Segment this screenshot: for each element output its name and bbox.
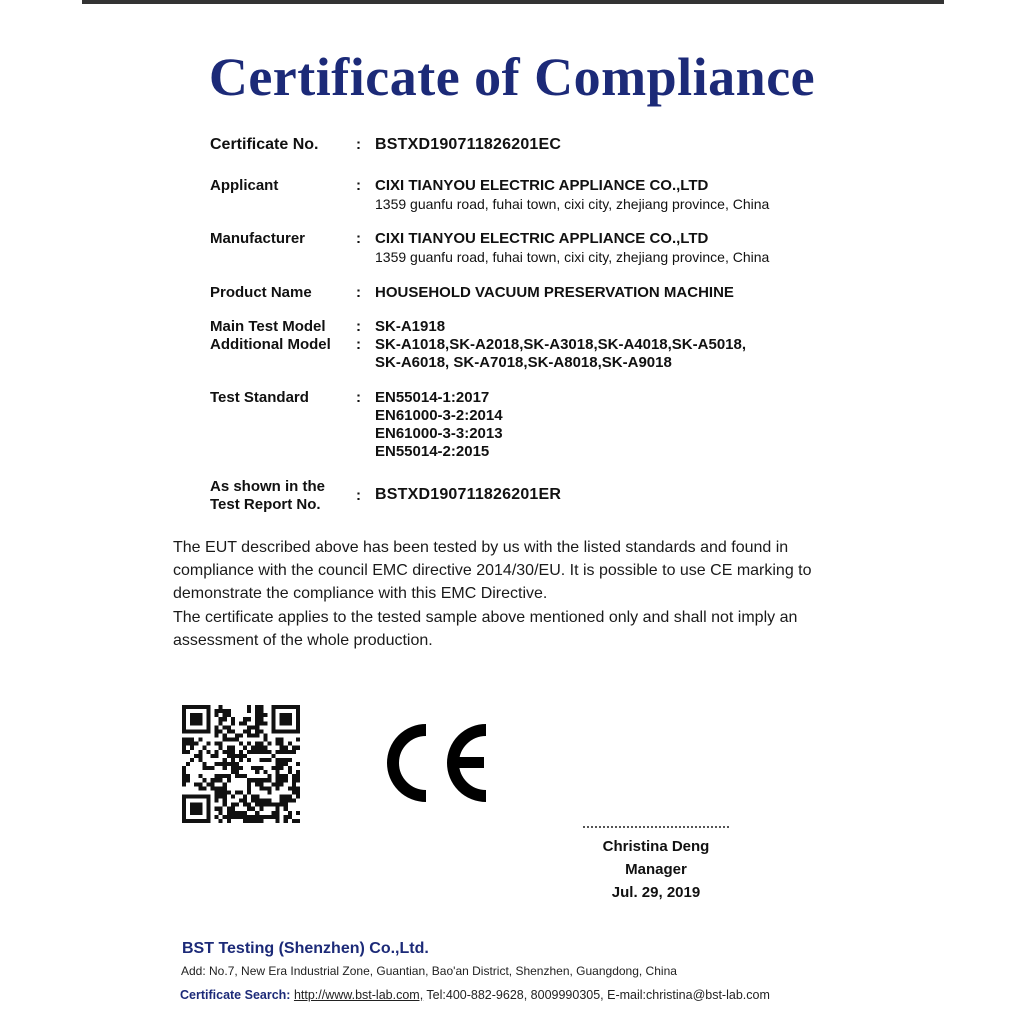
signatory-role: Manager [625, 861, 687, 878]
test-standard-line: EN55014-1:2017 [375, 389, 490, 406]
signatory-date: Jul. 29, 2019 [611, 884, 701, 901]
ce-mark-icon [376, 718, 494, 808]
field-product-name [210, 284, 910, 304]
field-manufacturer [210, 230, 910, 270]
signature-line [583, 826, 729, 828]
field-certificate-no [210, 136, 910, 158]
field-test-standard [210, 389, 910, 465]
certificate-no-value: BSTXD190711826201EC [375, 136, 562, 153]
test-report-value: BSTXD190711826201ER [375, 486, 562, 503]
website-link[interactable]: http://www.bst-lab.com, [293, 988, 424, 1002]
additional-model-label: Additional Model [210, 336, 331, 353]
field-test-report-no [210, 478, 910, 518]
top-border-rule [82, 0, 944, 4]
applicant-name: CIXI TIANYOU ELECTRIC APPLIANCE CO.,LTD [375, 177, 709, 194]
main-test-model-value: SK-A1918 [375, 318, 446, 335]
compliance-paragraph: The EUT described above has been tested by us with the listed standards and found in compliance with the council EMC directive 2014/30/EU. It is possible to use CE marking to demonstrate the compliance with this EMC Directive. [173, 539, 812, 603]
contact-info: Tel:400-882-9628, 8009990305, E-mail:christina@bst-lab.com [426, 988, 770, 1002]
test-standard-label: Test Standard [210, 389, 309, 406]
qr-code-icon [182, 705, 300, 823]
test-standard-values [375, 389, 855, 461]
applicant-address: 1359 guanfu road, fuhai town, cixi city, zhejiang province, China [375, 196, 770, 212]
colon-separator: : [356, 487, 361, 504]
additional-model-line: SK-A1018,SK-A2018,SK-A3018,SK-A4018,SK-A5018, [375, 336, 747, 353]
certificate-search-line [180, 988, 770, 1002]
test-report-label-line: Test Report No. [210, 496, 321, 513]
colon-separator: : [356, 177, 361, 194]
certificate-title: Certificate of Compliance [208, 47, 816, 107]
manufacturer-name: CIXI TIANYOU ELECTRIC APPLIANCE CO.,LTD [375, 230, 709, 247]
signatory-name: Christina Deng [602, 838, 710, 855]
field-additional-model [210, 336, 910, 376]
colon-separator: : [356, 336, 361, 353]
certificate-search-label: Certificate Search: [180, 988, 291, 1002]
manufacturer-address: 1359 guanfu road, fuhai town, cixi city, zhejiang province, China [375, 249, 770, 265]
manufacturer-label: Manufacturer [210, 230, 306, 247]
additional-model-line: SK-A6018, SK-A7018,SK-A8018,SK-A9018 [375, 354, 672, 371]
test-report-label-line: As shown in the [210, 478, 326, 495]
applicant-label: Applicant [210, 177, 279, 194]
colon-separator: : [356, 136, 361, 153]
colon-separator: : [356, 389, 361, 406]
issuer-company: BST Testing (Shenzhen) Co.,Ltd. [182, 940, 429, 957]
colon-separator: : [356, 284, 361, 301]
product-name-value: HOUSEHOLD VACUUM PRESERVATION MACHINE [375, 284, 734, 301]
product-name-label: Product Name [210, 284, 312, 301]
test-standard-line: EN61000-3-3:2013 [375, 425, 503, 442]
test-standard-line: EN61000-3-2:2014 [375, 407, 503, 424]
issuer-address: Add: No.7, New Era Industrial Zone, Guantian, Bao'an District, Shenzhen, Guangdong, China [181, 964, 677, 978]
colon-separator: : [356, 230, 361, 247]
field-main-test-model [210, 318, 910, 338]
test-standard-line: EN55014-2:2015 [375, 443, 490, 460]
main-test-model-label: Main Test Model [210, 318, 326, 335]
test-report-label [210, 478, 360, 514]
colon-separator: : [356, 318, 361, 335]
scope-paragraph: The certificate applies to the tested sample above mentioned only and shall not imply an assessment of the whole production. [173, 608, 798, 649]
certificate-no-label: Certificate No. [210, 136, 319, 153]
additional-model-values [375, 336, 855, 372]
compliance-statement [173, 536, 863, 652]
field-applicant [210, 177, 910, 217]
